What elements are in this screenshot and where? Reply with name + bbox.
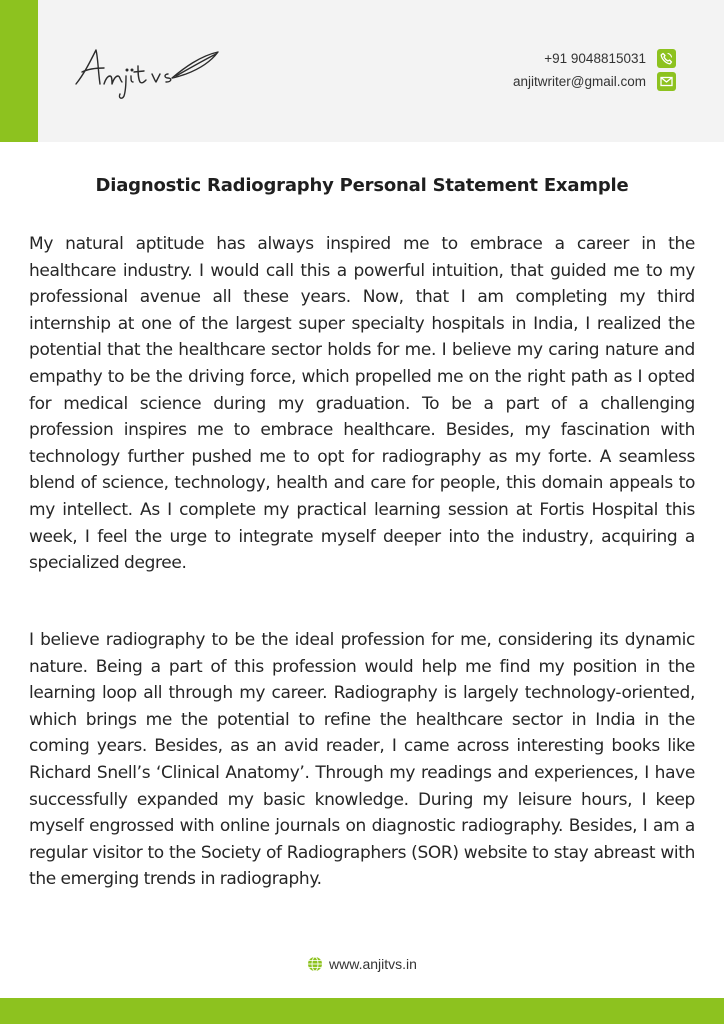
page-title: Diagnostic Radiography Personal Statement Example	[95, 175, 629, 196]
phone-icon	[657, 49, 676, 68]
mail-icon	[657, 72, 676, 91]
email-row	[513, 72, 646, 95]
paragraph-2: I believe radiography to be the ideal profession for me, considering its dynamic nature. Being a part of this profession would help me find my position in the learning loop all through my career. Radiography is largely technology-oriented, which brings me the potential to refine the healthcare sector in India in the coming years. Besides, as an avid reader, I came across interesting books like Richard Snell’s ‘Clinical Anatomy’. Through my readings and experiences, I have successfully expanded my basic knowledge. During my leisure hours, I keep myself engrossed with online journals on diagnostic radiography. Besides, I am a regular visitor to the Society of Radiographers (SOR) website to stay abreast with the emerging trends in radiography.	[29, 630, 695, 890]
phone-row	[513, 49, 646, 72]
paragraph-1: My natural aptitude has always inspired me to embrace a career in the healthcare industry. I would call this a powerful intuition, that guided me to my professional avenue all these years. Now, that I am completing my third internship at one of the largest super specialty hospitals in India, I realized the potential that the healthcare sector holds for me. I believe my caring nature and empathy to be the driving force, which propelled me on the right path as I opted for medical science during my graduation. To be a part of a challenging profession inspires me to embrace healthcare. Besides, my fascination with technology further pushed me to opt for radiography as my forte. A seamless blend of science, technology, health and care for people, this domain appeals to my intellect. As I complete my practical learning session at Fortis Hospital this week, I feel the urge to integrate myself deeper into the industry, acquiring a specialized degree.	[29, 234, 695, 574]
footer-accent-bar	[0, 998, 724, 1024]
email-address[interactable]: anjitwriter@gmail.com	[513, 74, 646, 89]
signature-logo	[68, 38, 228, 102]
phone-number[interactable]: +91 9048815031	[544, 51, 646, 66]
website-link[interactable]: www.anjitvs.in	[329, 956, 417, 972]
accent-bar	[0, 0, 38, 142]
globe-icon	[307, 956, 323, 975]
letterhead-header	[0, 0, 724, 142]
contact-info	[513, 49, 646, 95]
footer-website	[0, 956, 724, 975]
